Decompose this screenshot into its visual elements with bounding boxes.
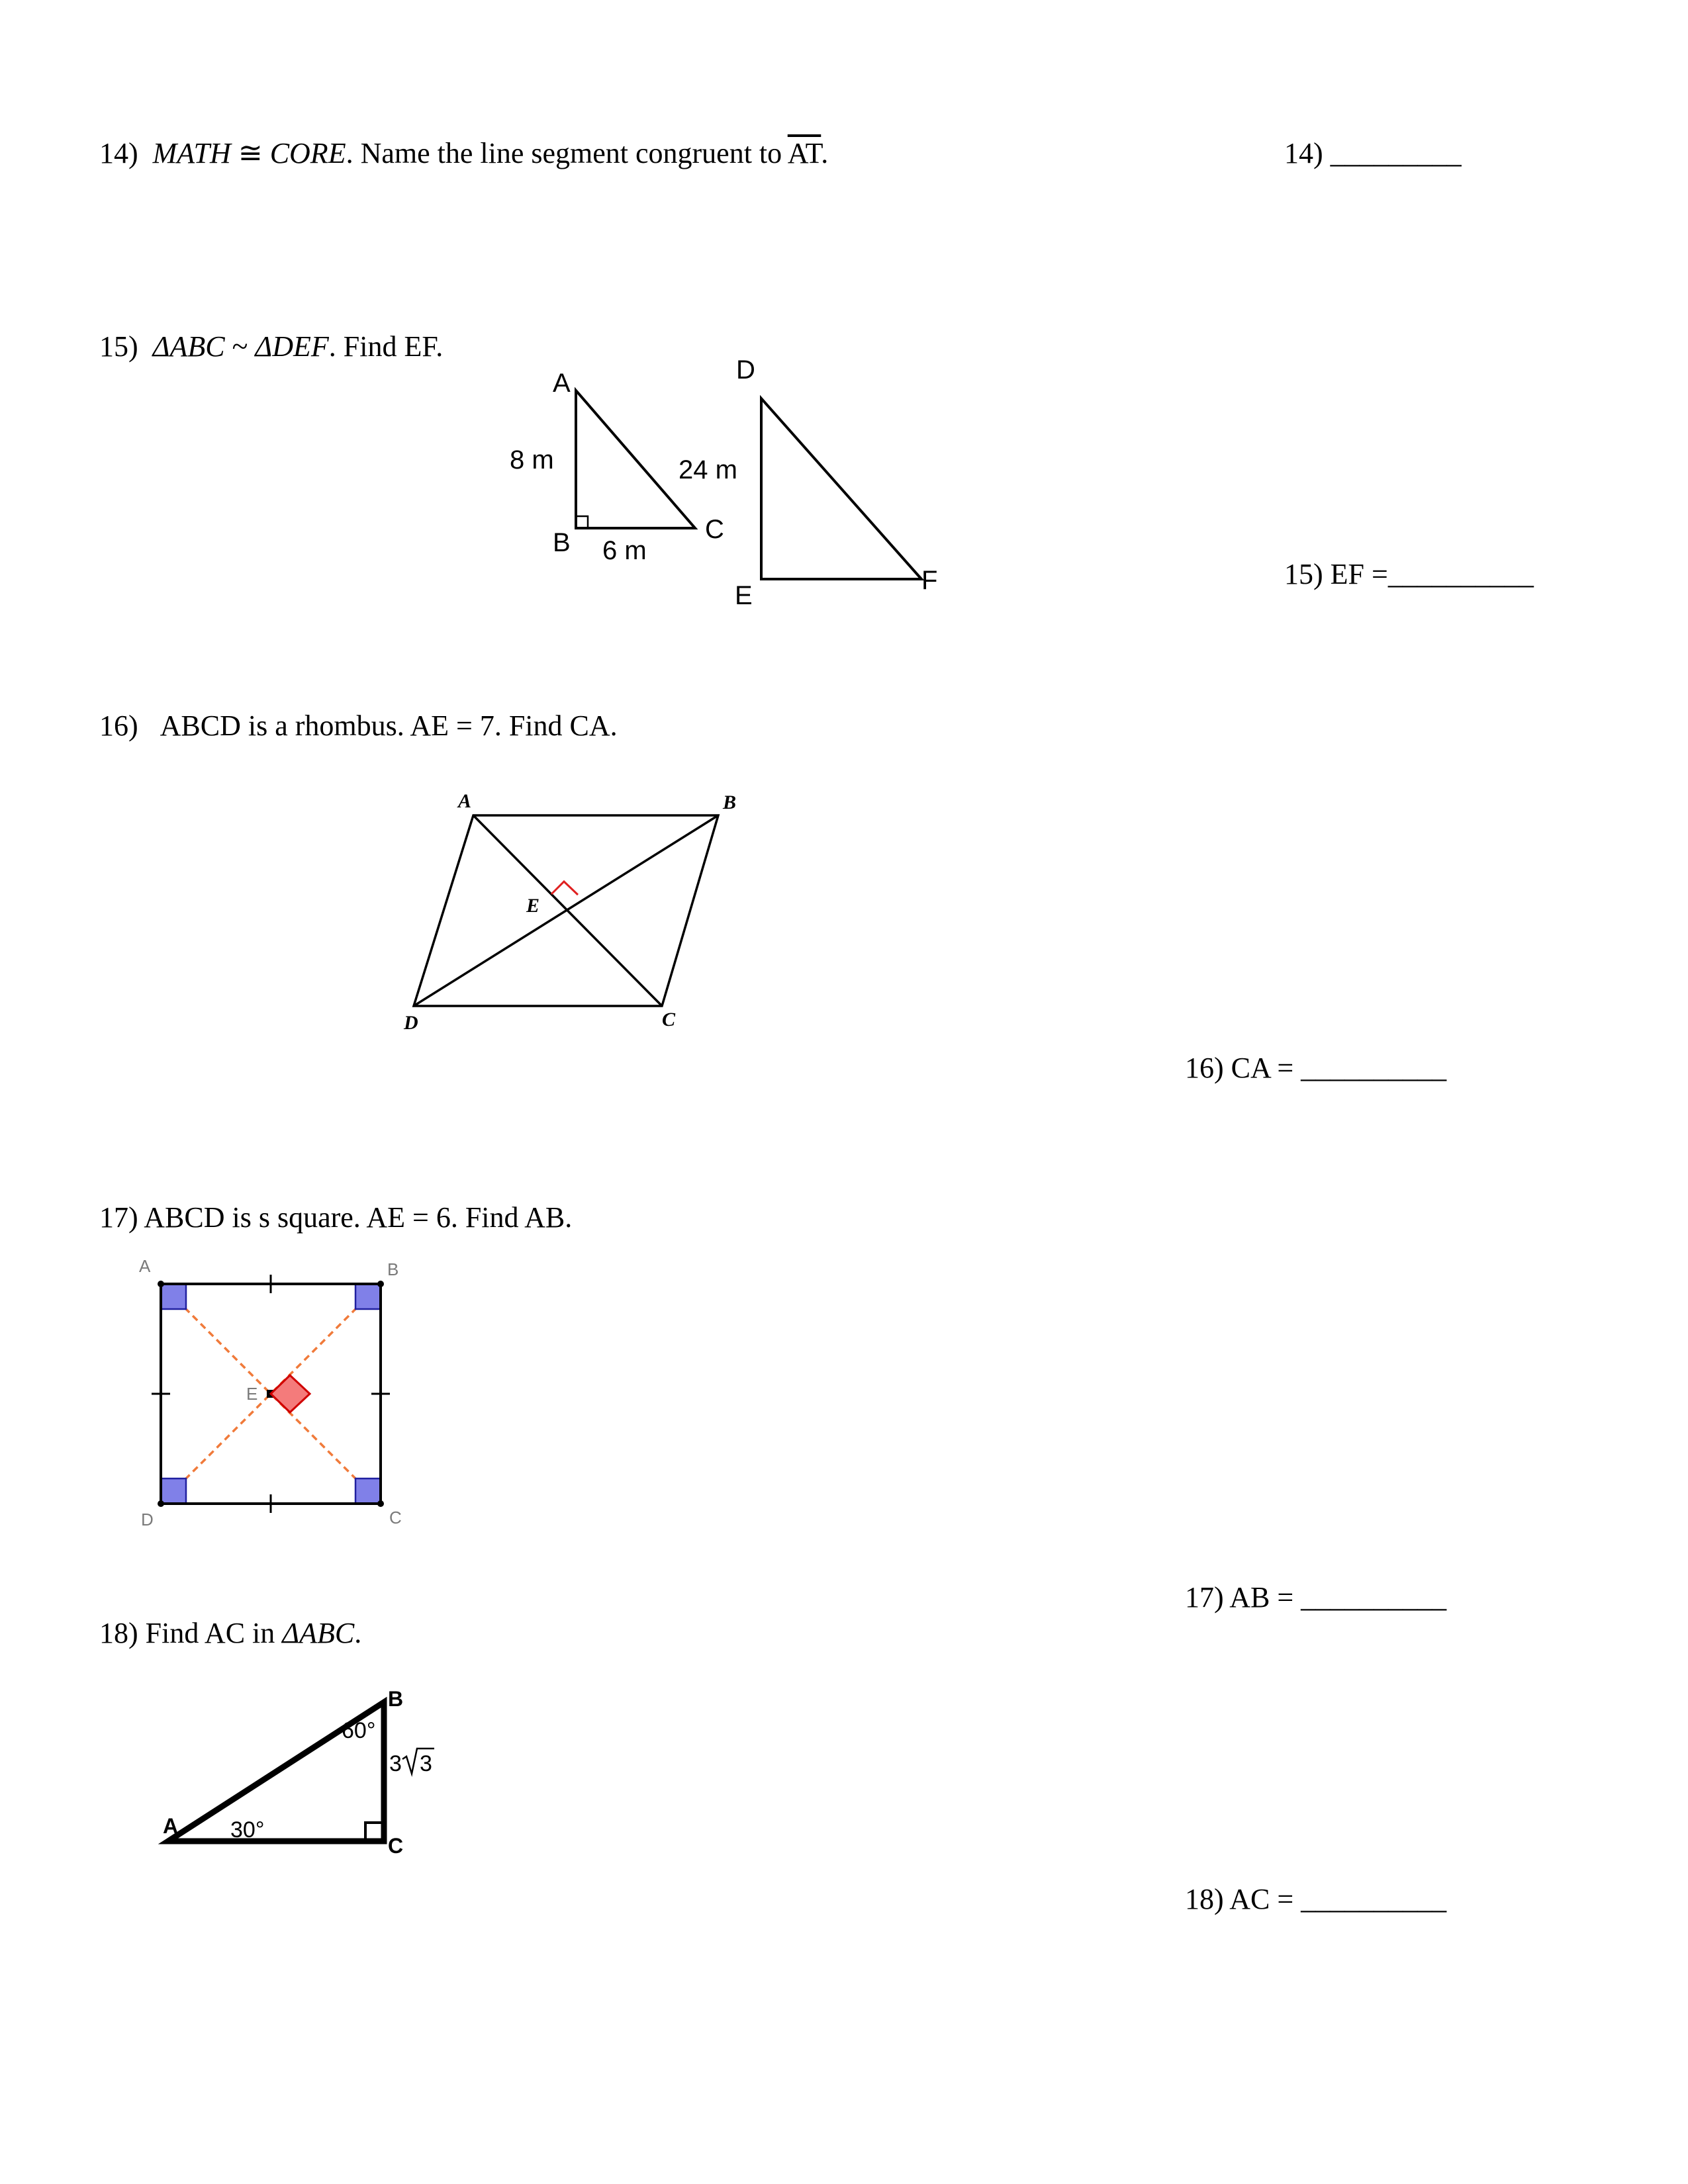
q15-prompt [99, 332, 443, 361]
q16-answer-line [1185, 1054, 1446, 1083]
q15-label-c: C [705, 515, 724, 544]
q17-label-e: E [246, 1384, 258, 1404]
q15-label-a: A [553, 369, 571, 398]
q14-segment: $\overline{AT}$ [787, 137, 821, 169]
q15-label-e: E [735, 581, 753, 610]
q14-answer-line [1284, 139, 1462, 168]
q15-figure [490, 351, 980, 629]
q15-label-d: D [736, 355, 755, 385]
q18-angle-b-label: 60° [342, 1718, 376, 1743]
q17-answer-line [1185, 1583, 1446, 1612]
q18-angle-a-label: 30° [230, 1817, 265, 1843]
q14-prompt [99, 139, 828, 168]
q16-label-e: E [526, 895, 540, 917]
q15-number: 15) [99, 330, 138, 363]
q18-triangle: ΔABC [282, 1617, 355, 1649]
q16-text: ABCD is a rhombus. AE = 7. Find CA. [160, 709, 618, 742]
q17-label-d: D [141, 1510, 154, 1529]
q17-answer-label: 17) AB = [1185, 1581, 1294, 1614]
q15-triangle-def-shape [761, 398, 921, 579]
q17-vertex-c [377, 1500, 384, 1507]
q16-right-angle-marker [551, 882, 578, 895]
q17-label-a: A [139, 1257, 151, 1276]
q18-label-a: A [163, 1814, 179, 1838]
q15-label-b: B [553, 528, 571, 557]
q17-prompt: 17) ABCD is s square. AE = 6. Find AB. [99, 1201, 573, 1234]
q16-label-b: B [723, 792, 737, 813]
q18-answer-line [1185, 1885, 1446, 1914]
q18-label-c: C [388, 1834, 404, 1858]
q17-vertex-b [377, 1281, 384, 1287]
q15-similar-symbol: ~ [232, 330, 248, 363]
q14-answer-label: 14) [1284, 137, 1323, 169]
q17-vertex-a [158, 1281, 164, 1287]
q18-text: 18) Find AC in [99, 1617, 275, 1649]
q18-answer-blank[interactable]: __________ [1301, 1883, 1447, 1915]
q17-answer-blank[interactable]: __________ [1301, 1581, 1447, 1614]
q17-corner-marker-a [161, 1284, 186, 1309]
q14-core: CORE [269, 137, 346, 169]
q17-corner-marker-c [355, 1479, 381, 1504]
q15-answer-blank[interactable]: __________ [1387, 558, 1534, 590]
q16-label-c: C [662, 1009, 676, 1030]
q18-prompt [99, 1619, 361, 1648]
q15-label-ab-length: 8 m [510, 445, 554, 475]
q17-center-right-angle-marker [271, 1375, 310, 1412]
q16-diagonal-bd [414, 815, 718, 1006]
q14-end: . [821, 137, 829, 169]
q16-answer-label: 16) CA = [1185, 1052, 1294, 1084]
q17-corner-marker-b [355, 1284, 381, 1309]
q18-side-bc-radicand: 3 [420, 1751, 432, 1776]
q15-right-angle-marker [576, 516, 588, 528]
q16-answer-blank[interactable]: __________ [1301, 1052, 1447, 1084]
q17-label-b: B [387, 1259, 399, 1279]
q15-triangle-abc: ΔABC [152, 330, 225, 363]
q15-label-de-length: 24 m [679, 455, 737, 484]
q15-answer-label: 15) EF = [1284, 558, 1388, 590]
q18-answer-label: 18) AC = [1185, 1883, 1294, 1915]
q18-figure [152, 1674, 463, 1866]
q15-label-bc-length: 6 m [602, 536, 647, 565]
q17-figure [132, 1257, 424, 1535]
q16-number: 16) [99, 709, 138, 742]
q15-triangle-def: ΔDEF [255, 330, 329, 363]
q16-figure [391, 781, 748, 1046]
q15-triangle-abc-shape [576, 390, 695, 528]
q14-math: MATH [152, 137, 231, 169]
q15-answer-line [1284, 560, 1534, 589]
q18-end: . [354, 1617, 362, 1649]
q17-vertex-d [158, 1500, 164, 1507]
q16-label-a: A [458, 790, 472, 812]
q18-side-bc-coefficient: 3 [389, 1751, 402, 1776]
q15-label-f: F [921, 566, 938, 595]
q16-prompt [99, 711, 618, 741]
q16-label-d: D [404, 1012, 418, 1034]
q14-text: . Name the line segment congruent to [346, 137, 782, 169]
q17-label-c: C [389, 1508, 402, 1527]
q14-congruent-symbol: ≅ [238, 137, 263, 169]
q18-label-b: B [388, 1687, 404, 1711]
q14-answer-blank[interactable]: _________ [1330, 137, 1462, 169]
q17-corner-marker-d [161, 1479, 186, 1504]
q14-number: 14) [99, 137, 138, 169]
q15-text: . Find EF. [328, 330, 444, 363]
